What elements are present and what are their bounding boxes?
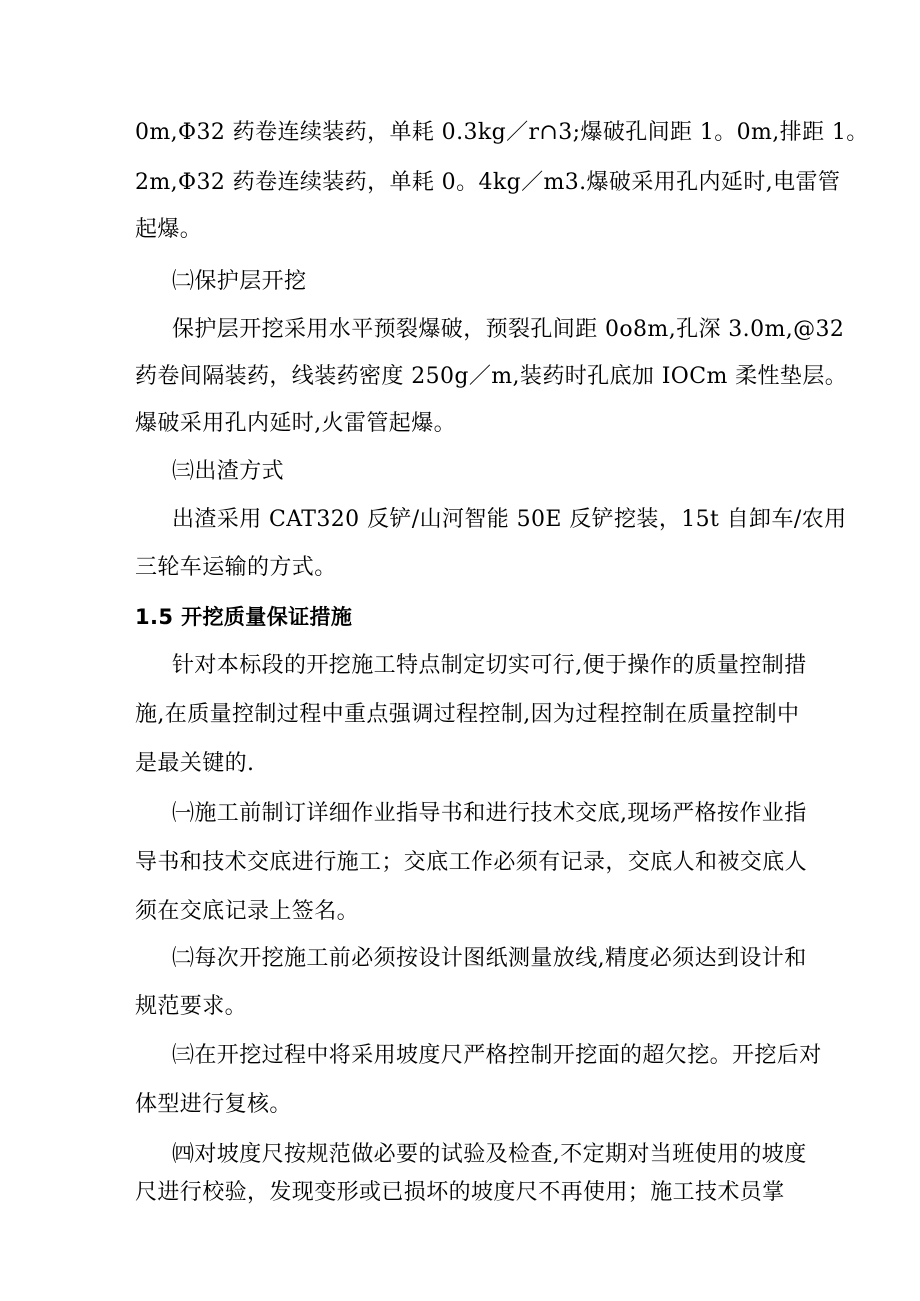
paragraph-quality-intro-line-3: 是最关键的. <box>135 751 255 776</box>
list-item-4-line-2: 尺进行校验，发现变形或已损坏的坡度尺不再使用；施工技术员掌 <box>135 1180 785 1205</box>
list-item-1-line-3: 须在交底记录上签名。 <box>135 899 360 924</box>
list-item-2-line-1: ㈡每次开挖施工前必须按设计图纸测量放线,精度必须达到设计和 <box>172 946 807 971</box>
paragraph-blasting-line-3: 起爆。 <box>135 217 203 242</box>
list-item-2-line-2: 规范要求。 <box>135 994 248 1019</box>
paragraph-protective-line-1: 保护层开挖采用水平预裂爆破，预裂孔间距 0o8m,孔深 3.0m,@32 <box>172 317 845 342</box>
subsection-heading-mucking: ㈢出渣方式 <box>172 459 285 484</box>
list-item-1-line-1: ㈠施工前制订详细作业指导书和进行技术交底,现场严格按作业指 <box>172 801 807 826</box>
paragraph-quality-intro-line-1: 针对本标段的开挖施工特点制定切实可行,便于操作的质量控制措 <box>172 653 807 678</box>
paragraph-protective-line-3: 爆破采用孔内延时,火雷管起爆。 <box>135 411 456 436</box>
section-heading-quality-measures: 1.5 开挖质量保证措施 <box>135 605 353 629</box>
list-item-3-line-1: ㈢在开挖过程中将采用坡度尺严格控制开挖面的超欠挖。开挖后对 <box>172 1043 822 1068</box>
paragraph-blasting-line-2: 2m,Φ32 药卷连续装药，单耗 0。4kg／m3.爆破采用孔内延时,电雷管 <box>135 170 841 195</box>
paragraph-quality-intro-line-2: 施,在质量控制过程中重点强调过程控制,因为过程控制在质量控制中 <box>135 702 800 727</box>
subsection-heading-protective-layer: ㈡保护层开挖 <box>172 269 307 294</box>
list-item-1-line-2: 导书和技术交底进行施工；交底工作必须有记录，交底人和被交底人 <box>135 850 808 875</box>
list-item-3-line-2: 体型进行复核。 <box>135 1092 292 1117</box>
paragraph-mucking-line-2: 三轮车运输的方式。 <box>135 555 337 580</box>
paragraph-protective-line-2: 药卷间隔装药，线装药密度 250g／m,装药时孔底加 IOCm 柔性垫层。 <box>135 364 848 389</box>
paragraph-mucking-line-1: 出渣采用 CAT320 反铲/山河智能 50E 反铲挖装，15t 自卸车/农用 <box>172 507 847 532</box>
paragraph-blasting-line-1: 0m,Φ32 药卷连续装药，单耗 0.3kg／r∩3;爆破孔间距 1。0m,排距 1。 <box>135 120 869 145</box>
list-item-4-line-1: ㈣对坡度尺按规范做必要的试验及检查,不定期对当班使用的坡度 <box>172 1142 807 1167</box>
